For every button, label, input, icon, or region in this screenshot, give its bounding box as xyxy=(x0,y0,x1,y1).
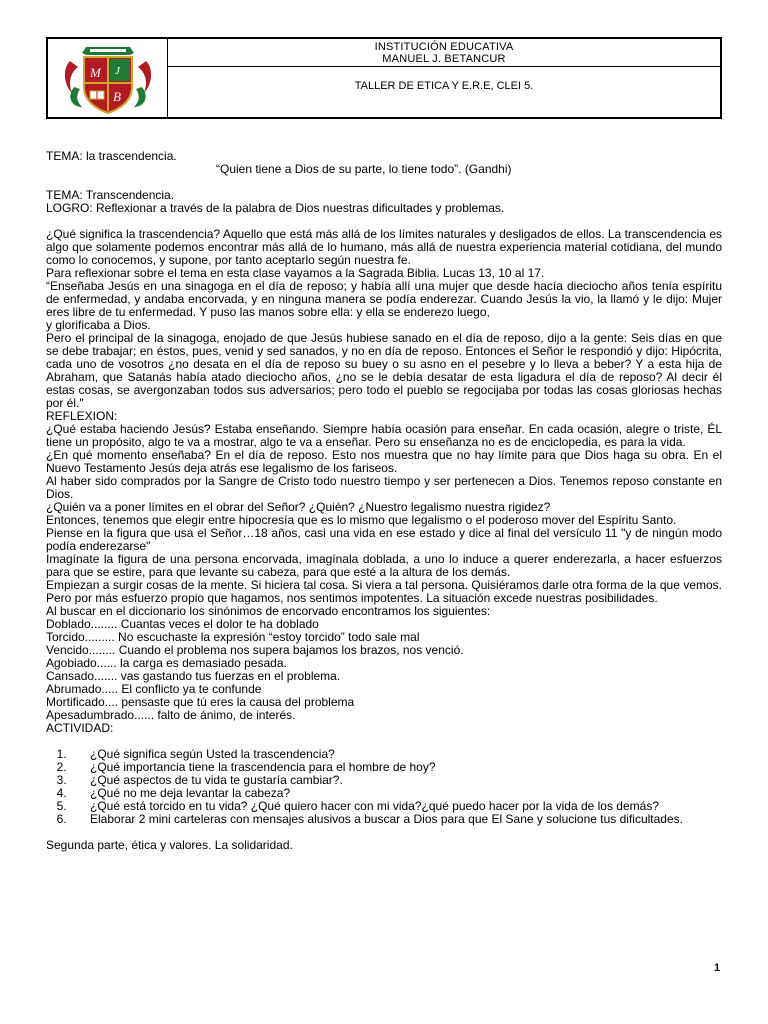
course-title: TALLER DE ETICA Y E.R.E, CLEI 5. xyxy=(354,80,534,92)
activity-item: 1. ¿Qué significa según Usted la trascendencia? xyxy=(70,748,722,761)
logo-letter-b: B xyxy=(113,89,121,104)
synonym-item: Agobiado...... la carga es demasiado pesada. xyxy=(46,656,287,670)
paragraph-diccionario: Al buscar en el diccionario los sinónimos de encorvado encontramos los siguientes: xyxy=(46,604,491,618)
synonym-item: Torcido......... No escuchaste la expresión “estoy torcido” todo sale mal xyxy=(46,630,420,644)
synonym-item: Vencido........ Cuando el problema nos supera bajamos los brazos, nos venció. xyxy=(46,643,464,657)
paragraph-limites: ¿Quién va a poner límites en el obrar del Señor? ¿Quién? ¿Nuestro legalismo nuestra rigidez? xyxy=(46,500,551,514)
synonym-item: Doblado........ Cuantas veces el dolor te ha doblado xyxy=(46,617,319,631)
tema-2: TEMA: Transcendencia. xyxy=(46,188,175,202)
paragraph-ensenaba: “Enseñaba Jesús en una sinagoga en el día de reposo; y había allí una mujer que desde hacía dieciocho años tenía espíritu de enfermedad, y andaba encorvada, y en ninguna manera se podía enderezar. Cuando Jesús la vio, la llamó y le dijo: Mujer eres libre de tu enfermedad. Y puso las manos sobre ella: y ella se enderezo luego, xyxy=(46,279,722,319)
paragraph-que-hacia: ¿Qué estaba haciendo Jesús? Estaba enseñando. Siempre había ocasión para enseñar. En cada ocasión, alegre o triste, ÉL tiene un propósito, algo te va a mostrar, algo te va a enseñar. Pero su enseñanza no es de enciclopedia, es para la vida. xyxy=(46,422,722,449)
school-crest-logo xyxy=(60,41,156,115)
paragraph-elegir: Entonces, tenemos que elegir entre hipocresía que es lo mismo que legalismo o el poderoso mover del Espíritu Santo. xyxy=(46,513,677,527)
logo-letter-m: M xyxy=(90,65,101,80)
activity-item: 6. Elaborar 2 mini carteleras con mensajes alusivos a buscar a Dios para que El Sane y solucione tus dificultades. xyxy=(70,813,722,826)
gandhi-quote: “Quien tiene a Dios de su parte, lo tiene todo”. (Gandhi) xyxy=(216,162,512,176)
paragraph-sinagoga: Pero el principal de la sinagoga, enojado de que Jesús hubiese sanado en el día de reposo, dijo a la gente: Seis días en que se debe trabajar; en éstos, pues, venid y sed sanados, y no en día de reposo. Entonces el Señor le respondió y dijo: Hipócrita, cada uno de vosotros ¿no desata en el día de reposo su buey o su asno en el pesebre y lo lleva a beber? Y a esta hija de Abraham, que Satanás había atado dieciocho años, ¿no se le debía desatar de esta ligadura el día de reposo? Al decir él estas cosas, se avergonzaban todos sus adversarios; pero todo el pueblo se regocijaba por todas las cosas gloriosas hechas por él." xyxy=(46,331,722,410)
activity-item: 2. ¿Qué importancia tiene la trascendencia para el hombre de hoy? xyxy=(70,761,722,774)
synonym-item: Apesadumbrado...... falto de ánimo, de interés. xyxy=(46,708,296,722)
institution-name xyxy=(168,39,720,67)
actividad-heading: ACTIVIDAD: xyxy=(46,721,114,735)
logo-letter-j: J xyxy=(115,65,120,77)
paragraph-biblia: Para reflexionar sobre el tema en esta clase vayamos a la Sagrada Biblia. Lucas 13, 10 al 17. xyxy=(46,266,545,280)
paragraph-comprados: Al haber sido comprados por la Sangre de Cristo todo nuestro tiempo y ser pertenecen a Dios. Tenemos reposo constante en Dios. xyxy=(46,474,722,501)
paragraph-momento: ¿En qué momento enseñaba? En el día de reposo. Esto nos muestra que no hay límite para que Dios haga su obra. En el Nuevo Testamento Jesús deja atrás ese legalismo de los fariseos. xyxy=(46,448,722,475)
activity-list xyxy=(46,748,722,826)
synonym-item: Abrumado..... El conflicto ya te confunde xyxy=(46,682,262,696)
paragraph-imaginate: Imagínate la figura de una persona encorvada, imagínala doblada, a uno lo induce a querer enderezarla, a hacer esfuerzos para que se estire, para que levante su cabeza, para que esté a la altura de los demás. xyxy=(46,552,722,579)
paragraph-figura: Piense en la figura que usa el Señor…18 años, casi una vida en ese estado y dice al final del versículo 11 "y de ningún modo podía enderezarse" xyxy=(46,526,722,553)
logro: LOGRO: Reflexionar a través de la palabra de Dios nuestras dificultades y problemas. xyxy=(46,201,505,215)
paragraph-mente: Empiezan a surgir cosas de la mente. Si hiciera tal cosa. Si viera a tal persona. Quisiéramos darle otra forma de la que vemos. Pero por más esfuerzo propio que hagamos, nos sentimos impotentes. La situación excede nuestras posibilidades. xyxy=(46,578,722,605)
synonym-item: Cansado....... vas gastando tus fuerzas en el problema. xyxy=(46,669,341,683)
paragraph-trascendencia: ¿Qué significa la trascendencia? Aquello que está más allá de los límites naturales y desligados de ellos. La transcendencia es algo que solamente podemos encontrar más allá de lo humano, más allá de nuestra experiencia material cotidiana, del mundo como lo conocemos, y supone, por tanto aceptarlo según nuestra fe. xyxy=(46,227,722,267)
document-body xyxy=(46,150,722,852)
activity-item: 3. ¿Qué aspectos de tu vida te gustaría cambiar?. xyxy=(70,774,722,787)
reflexion-heading: REFLEXION: xyxy=(46,409,118,423)
segunda-parte: Segunda parte, ética y valores. La solidaridad. xyxy=(46,838,293,852)
activity-item: 4. ¿Qué no me deja levantar la cabeza? xyxy=(70,787,722,800)
institution-line-2: MANUEL J. BETANCUR xyxy=(382,53,506,65)
logo-cell xyxy=(48,39,168,117)
paragraph-glorificaba: y glorificaba a Dios. xyxy=(46,318,151,332)
synonym-item: Mortificado.... pensaste que tú eres la causa del problema xyxy=(46,695,355,709)
activity-item: 5. ¿Qué está torcido en tu vida? ¿Qué quiero hacer con mi vida?¿qué puedo hacer por la vida de los demás? xyxy=(70,800,722,813)
document-header xyxy=(46,37,722,119)
institution-line-1: INSTITUCIÓN EDUCATIVA xyxy=(374,41,514,53)
page-number: 1 xyxy=(714,962,721,974)
tema-1: TEMA: la trascendencia. xyxy=(46,149,177,163)
